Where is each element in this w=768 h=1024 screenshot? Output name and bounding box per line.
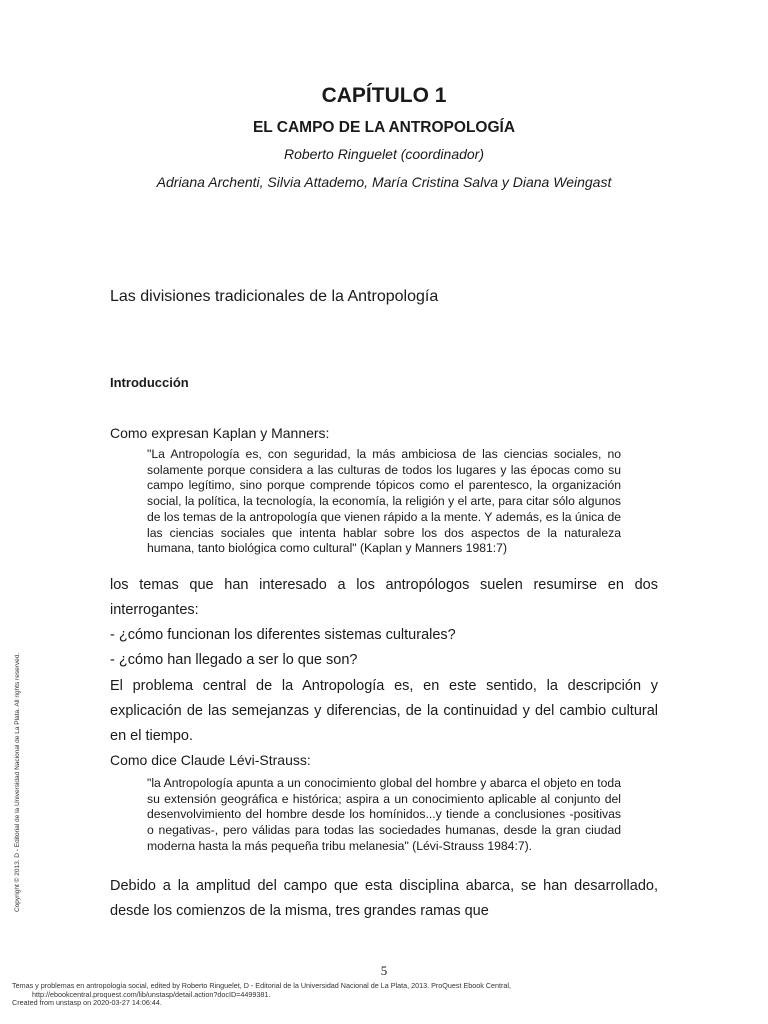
paragraph-problema: El problema central de la Antropología es, en este sentido, la descripción y explicación de las semejanzas y diferencias, de la continuidad y del cambio cultural en el tiempo. [110, 678, 658, 744]
copyright-sidebar: Copyright © 2013. D - Editorial de la Universidad Nacional de La Plata. All rights reserved. [14, 652, 21, 912]
paragraph-debido: Debido a la amplitud del campo que esta disciplina abarca, se han desarrollado, desde los comienzos de la misma, tres grandes ramas que [110, 878, 658, 919]
footer-line-2: http://ebookcentral.proquest.com/lib/unstasp/detail.action?docID=4499381. [32, 989, 271, 999]
quote-kaplan: "La Antropología es, con seguridad, la más ambiciosa de las ciencias sociales, no solamente porque considera a las culturas de todos los lugares y las épocas como su campo legítimo, sino porque comprende tópicos como el parentesco, la organización social, la política, la tecnología, la economía, la religión y el arte, para citar sólo algunos de los temas de la antropología que vienen rápido a la mente. Y además, es la única de las ciencias sociales que intenta hablar sobre los dos aspectos de la naturaleza humana, tanto biológica como cultural" (Kaplan y Manners 1981:7) [147, 447, 621, 556]
question-2: - ¿cómo han llegado a ser lo que son? [110, 652, 358, 668]
levi-intro: Como dice Claude Lévi-Strauss: [110, 752, 311, 768]
coordinator: Roberto Ringuelet (coordinador) [284, 146, 484, 162]
footer-line-3: Created from unstasp on 2020-03-27 14:06:44. [12, 998, 162, 1008]
footer-line-1: Temas y problemas en antropología social, edited by Roberto Ringuelet, D - Editorial de la Universidad Nacional de La Plata, 2013. ProQuest Ebook Central, [12, 981, 512, 990]
chapter-heading: EL CAMPO DE LA ANTROPOLOGÍA [252, 119, 516, 136]
subsection-title: Introducción [110, 375, 189, 390]
citation-footer [12, 982, 752, 1008]
quote-levi: "la Antropología apunta a un conocimiento global del hombre y abarca el objeto en toda su extensión geográfica e histórica; aspira a un conocimiento aplicable al conjunto del desenvolvimiento del hombre desde los homínidos...y tiende a conclusiones -positivas o negativas-, pero válidas para todas las sociedades humanas, desde la gran ciudad moderna hasta la más pequeña tribu melanesia" (Lévi-Strauss 1984:7). [147, 776, 621, 853]
question-1: - ¿cómo funcionan los diferentes sistemas culturales? [110, 627, 456, 643]
section-title: Las divisiones tradicionales de la Antropología [110, 288, 439, 305]
authors: Adriana Archenti, Silvia Attademo, María Cristina Salva y Diana Weingast [156, 174, 612, 190]
chapter-title: CAPÍTULO 1 [321, 84, 447, 107]
page-number: 5 [380, 963, 388, 978]
paragraph-temas: los temas que han interesado a los antropólogos suelen resumirse en dos interrogantes: [110, 577, 658, 618]
kaplan-intro: Como expresan Kaplan y Manners: [110, 425, 330, 441]
